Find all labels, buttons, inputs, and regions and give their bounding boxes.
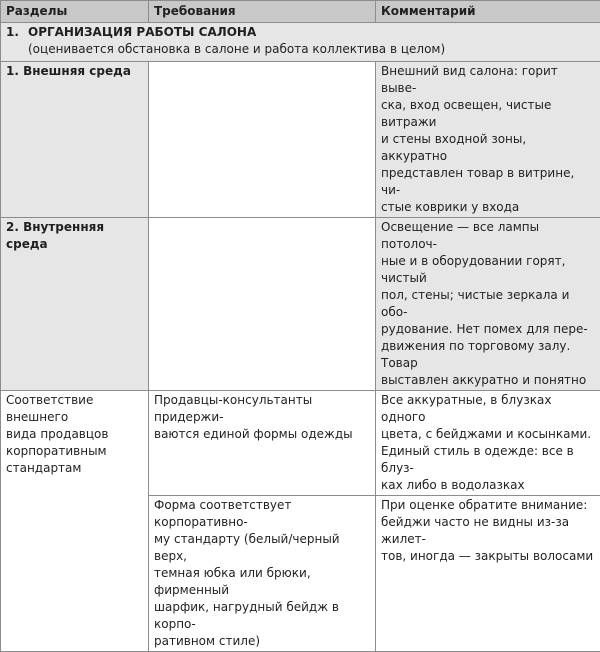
header-row bbox=[1, 1, 600, 23]
section-title: ОРГАНИЗАЦИЯ РАБОТЫ САЛОНА bbox=[28, 25, 256, 39]
row-requirement bbox=[149, 62, 376, 218]
header-comment: Комментарий bbox=[376, 1, 600, 23]
section-number: 1. bbox=[6, 24, 28, 41]
row-label: Соответствие внешнего вида продавцов корпоративным стандартам bbox=[1, 391, 149, 652]
row-comment: Внешний вид салона: горит выве- ска, вход освещен, чистые витражи и стены входной зоны, аккуратно представлен товар в витрине, чи- стые коврики у входа bbox=[376, 62, 600, 218]
section-row bbox=[1, 23, 600, 62]
row-label: 2. Внутренняя среда bbox=[1, 218, 149, 391]
table-row bbox=[1, 62, 600, 218]
row-comment: Все аккуратные, в блузках одного цвета, с бейджами и косынками. Единый стиль в одежде: все в блуз- ках либо в водолазках bbox=[376, 391, 600, 496]
row-comment: При оценке обратите внимание: бейджи часто не видны из-за жилет- тов, иногда — закрыты волосами bbox=[376, 496, 600, 652]
row-requirement: Форма соответствует корпоративно- му стандарту (белый/черный верх, темная юбка или брюки, фирменный шарфик, нагрудный бейдж в корпо- ративном стиле) bbox=[149, 496, 376, 652]
header-requirements: Требования bbox=[149, 1, 376, 23]
row-requirement: Продавцы-консультанты придержи- ваются единой формы одежды bbox=[149, 391, 376, 496]
row-requirement bbox=[149, 218, 376, 391]
section-note: (оценивается обстановка в салоне и работа коллектива в целом) bbox=[6, 41, 595, 58]
row-label: 1. Внешняя среда bbox=[1, 62, 149, 218]
row-comment: Освещение — все лампы потолоч- ные и в оборудовании горят, чистый пол, стены; чистые зеркала и обо- рудование. Нет помех для пере- движения по торговому залу. Товар выставлен аккуратно и понятно bbox=[376, 218, 600, 391]
table-row bbox=[1, 391, 600, 496]
table-row bbox=[1, 218, 600, 391]
header-sections: Разделы bbox=[1, 1, 149, 23]
